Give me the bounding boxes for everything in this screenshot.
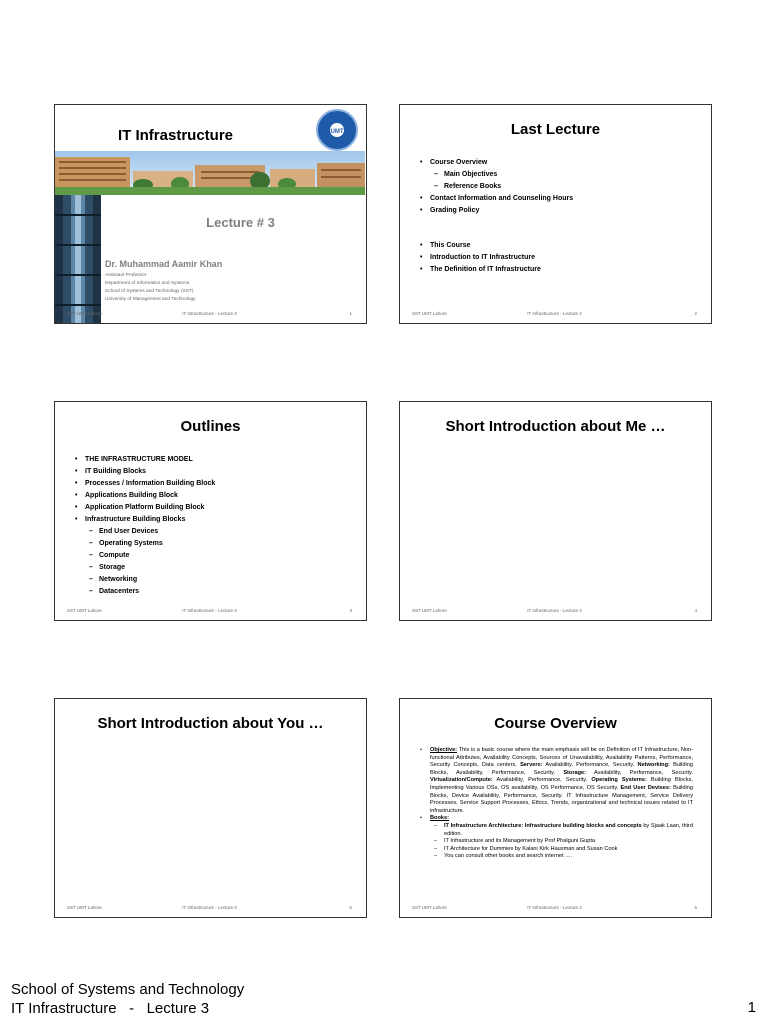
footer-left: SST UMT Lahore [412,905,447,910]
book-item: – You can consult other books and search internet …. [420,853,693,861]
slide-title: Short Introduction about You … [97,715,324,732]
footer-slide-number: 1 [349,311,352,316]
footer-left: SST UMT Lahore [67,905,102,910]
footer-slide-number: 5 [349,905,352,910]
page-number: 1 [747,999,756,1016]
os-label: Operating Systems: [591,777,647,784]
footer-left: SST UMT Lahore [412,311,447,316]
servers-text: Availability, Performance, Security. [542,762,638,769]
slide-2 [399,104,712,324]
course-overview-body [420,747,693,861]
footer-center: IT Infrastructure - Lecture 3 [527,905,582,910]
list-item: • THE INFRASTRUCTURE MODEL [75,454,352,466]
footer-left: SST UMT Lahore [67,311,102,316]
bullet-list [75,454,352,598]
campus-photo [55,151,365,195]
list-item: – Compute [75,550,352,562]
end-user-devices-text: Building Blocks, Device Availability, Performance, Security. IT Infrastructure Management, Service Delivery Processes, Service Support Processes, Ethics, Trends, organizational and technical issues related to IT infrastructure. [430,784,693,814]
list-item: – End User Devices [75,526,352,538]
footer-slide-number: 2 [694,311,697,316]
slide-footer [412,608,697,616]
list-item: • Course Overview [420,157,697,169]
objective-text: This is a basic course where the main emphasis will be on Definition of IT Infrastructure, Non-functional Attributes, Availability Concepts, Sources of Unavailability, Availability Patterns, Performance, Security Concepts, Data centers. [430,747,693,769]
objective-label: Objective: [430,747,458,753]
author-name: Dr. Muhammad Aamir Khan [105,259,223,269]
footer-left: SST UMT Lahore [67,608,102,613]
affiliation-line: University of Management and Technology [105,297,196,302]
list-item: – Main Objectives [420,169,697,181]
end-user-devices-label: End User Devises: [620,784,671,791]
list-item: • This Course [420,240,697,252]
footer-center: IT Infrastructure - Lecture 3 [527,608,582,613]
book-title: IT Infrastructure Architecture: Infrastructure building blocks and concepts [444,822,642,829]
slide-title: Course Overview [494,715,617,732]
list-item: – Datacenters [75,586,352,598]
slide-title: Short Introduction about Me … [445,418,666,435]
virtualization-label: Virtualization/Compute: [430,777,493,784]
footer-center: IT Infrastructure - Lecture 3 [182,608,237,613]
footer-center: IT Infrastructure - Lecture 3 [527,311,582,316]
books-label: Books: [430,815,449,822]
book-author: by Sjaak Laan, third edition. [444,822,693,837]
os-text: Building Blocks, Implementing Various OSs, OS availability, OS Performance, OS Security. [430,777,693,791]
list-item: • Introduction to IT Infrastructure [420,252,697,264]
slide-title: Outlines [180,418,241,435]
slide-4 [399,401,712,621]
storage-label: Storage: [563,769,587,776]
list-item: – Operating Systems [75,538,352,550]
book-item: – IT Architecture for Dummies by Kalani Kirk Hausman and Susan Cook [420,846,693,854]
footer-slide-number: 6 [694,905,697,910]
logo-text [318,111,356,149]
bullet-list [420,157,697,276]
slide-footer [67,311,352,319]
affiliation-line: School of Systems and Technology (SST) [105,289,194,294]
footer-center: IT Infrastructure - Lecture 3 [182,311,237,316]
list-item: • Application Platform Building Block [75,502,352,514]
umt-logo-icon [316,109,358,151]
slide-title: Last Lecture [510,121,601,138]
svg-text:UMT: UMT [330,129,344,135]
list-item: – Storage [75,562,352,574]
list-item: • Applications Building Block [75,490,352,502]
list-item: • The Definition of IT Infrastructure [420,264,697,276]
slide-footer [67,905,352,913]
slide-3 [54,401,367,621]
book-item [420,823,693,838]
servers-label: Servers: [520,762,543,769]
slide-footer [412,311,697,319]
lecture-number: Lecture # 3 [206,215,275,230]
list-item: • Contact Information and Counseling Hours [420,193,697,205]
affiliation-line: Assistant Professor [105,273,147,278]
books-item [420,815,693,823]
networking-text: Building Blocks, Availability, Performance, Security. [430,762,694,776]
footer-center: IT Infrastructure - Lecture 3 [182,905,237,910]
list-item: • Grading Policy [420,205,697,217]
book-item: – IT Infrastructure and its Management by Prof Phalguni Gupta [420,838,693,846]
school-name: School of Systems and Technology [11,981,245,998]
footer-slide-number: 3 [349,608,352,613]
networking-label: Networking: [637,762,670,769]
list-item: – Networking [75,574,352,586]
footer-slide-number: 4 [694,608,697,613]
list-item: • Processes / Information Building Block [75,478,352,490]
affiliation-line: Department of Informatics and Systems [105,281,190,286]
slide-footer [67,608,352,616]
slide-title: IT Infrastructure [117,127,234,144]
course-lecture: IT Infrastructure - Lecture 3 [11,1000,210,1017]
slide-5 [54,698,367,918]
slide-1 [54,104,367,324]
slide-footer [412,905,697,913]
page-footer [11,980,244,1018]
virtualization-text: Availability, Performance, Security. [492,777,592,784]
list-item: • Infrastructure Building Blocks [75,514,352,526]
author-affiliation [105,272,196,304]
storage-text: Availability, Performance, Security. [586,769,693,776]
list-item: – Reference Books [420,181,697,193]
footer-left: SST UMT Lahore [412,608,447,613]
slide-6 [399,698,712,918]
list-item: • IT Building Blocks [75,466,352,478]
corridor-photo [55,195,101,323]
objective-item [420,747,693,815]
